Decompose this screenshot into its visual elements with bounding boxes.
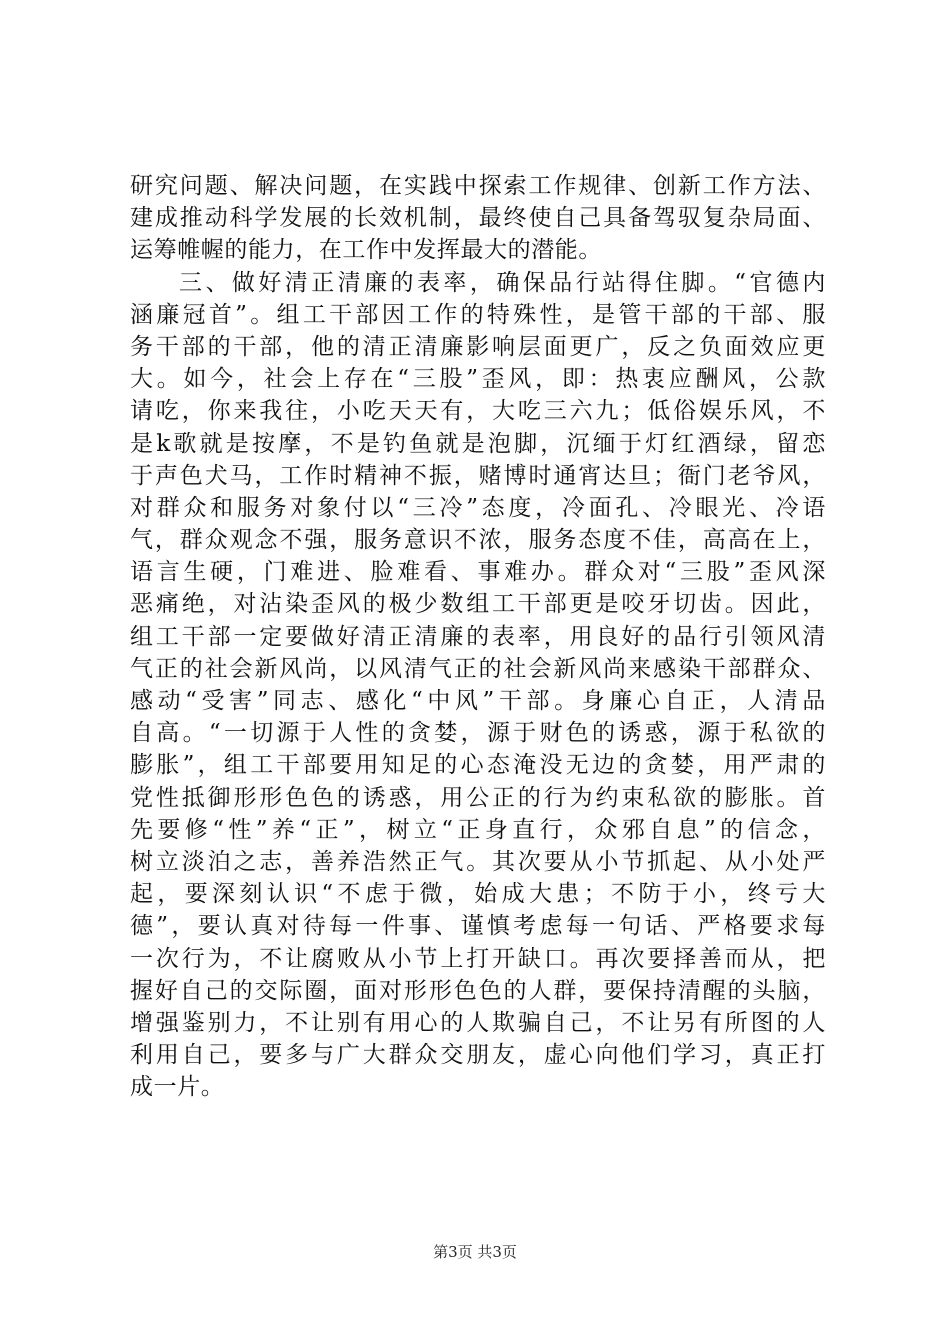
text-line: 建成推动科学发展的长效机制，最终使自己具备驾驭复杂局面、 <box>130 205 826 232</box>
text-line: 是k歌就是按摩，不是钓鱼就是泡脚，沉缅于灯红酒绿，留恋 <box>130 430 826 457</box>
text-line: 气正的社会新风尚，以风清气正的社会新风尚来感染干部群众、 <box>130 655 826 682</box>
text-line: 于声色犬马，工作时精神不振，赌博时通宵达旦；衙门老爷风， <box>130 462 826 489</box>
text-line: 起，要深刻认识“不虑于微，始成大患；不防于小，终亏大 <box>130 881 826 908</box>
text-line: 对群众和服务对象付以“三冷”态度，冷面孔、冷眼光、冷语 <box>130 494 826 521</box>
text-line: 三、做好清正清廉的表率，确保品行站得住脚。“官德内 <box>179 269 826 296</box>
text-line: 感动“受害”同志、感化“中风”干部。身廉心自正，人清品 <box>130 688 826 714</box>
text-line: 党性抵御形形色色的诱惑，用公正的行为约束私欲的膨胀。首 <box>130 784 826 811</box>
page-number-footer: 第3页 共3页 <box>433 1243 517 1261</box>
text-line: 膨胀”，组工干部要用知足的心态淹没无边的贪婪，用严肃的 <box>130 752 826 779</box>
text-line: 气，群众观念不强，服务意识不浓，服务态度不佳，高高在上， <box>130 527 826 554</box>
text-line: 先要修“性”养“正”，树立“正身直行，众邪自息”的信念， <box>130 816 826 843</box>
text-line: 成一片。 <box>130 1074 225 1101</box>
text-line: 务干部的干部，他的清正清廉影响层面更广，反之负面效应更 <box>130 333 826 360</box>
text-line: 大。如今，社会上存在“三股”歪风，即：热衷应酬风，公款 <box>130 366 826 393</box>
text-line: 德”，要认真对待每一件事、谨慎考虑每一句话、严格要求每 <box>130 913 826 940</box>
text-line: 涵廉冠首”。组工干部因工作的特殊性，是管干部的干部、服 <box>130 301 826 328</box>
text-line: 恶痛绝，对沾染歪风的极少数组工干部更是咬牙切齿。因此， <box>130 591 826 618</box>
text-line: 增强鉴别力，不让别有用心的人欺骗自己，不让另有所图的人 <box>130 1009 826 1036</box>
text-line: 自高。“一切源于人性的贪婪，源于财色的诱惑，源于私欲的 <box>130 720 826 747</box>
text-line: 请吃，你来我往，小吃天天有，大吃三六九；低俗娱乐风，不 <box>130 398 826 425</box>
document-body <box>130 170 826 1103</box>
text-line: 树立淡泊之志，善养浩然正气。其次要从小节抓起、从小处严 <box>130 848 826 875</box>
text-line: 语言生硬，门难进、脸难看、事难办。群众对“三股”歪风深 <box>130 559 826 586</box>
text-line: 握好自己的交际圈，面对形形色色的人群，要保持清醒的头脑， <box>130 977 826 1004</box>
text-line: 一次行为，不让腐败从小节上打开缺口。再次要择善而从，把 <box>130 945 826 972</box>
text-line: 组工干部一定要做好清正清廉的表率，用良好的品行引领风清 <box>130 623 826 650</box>
text-line: 研究问题、解决问题，在实践中探索工作规律、创新工作方法、 <box>130 173 826 199</box>
text-line: 运筹帷幄的能力，在工作中发挥最大的潜能。 <box>130 237 602 264</box>
text-line: 利用自己，要多与广大群众交朋友，虚心向他们学习，真正打 <box>130 1042 826 1069</box>
